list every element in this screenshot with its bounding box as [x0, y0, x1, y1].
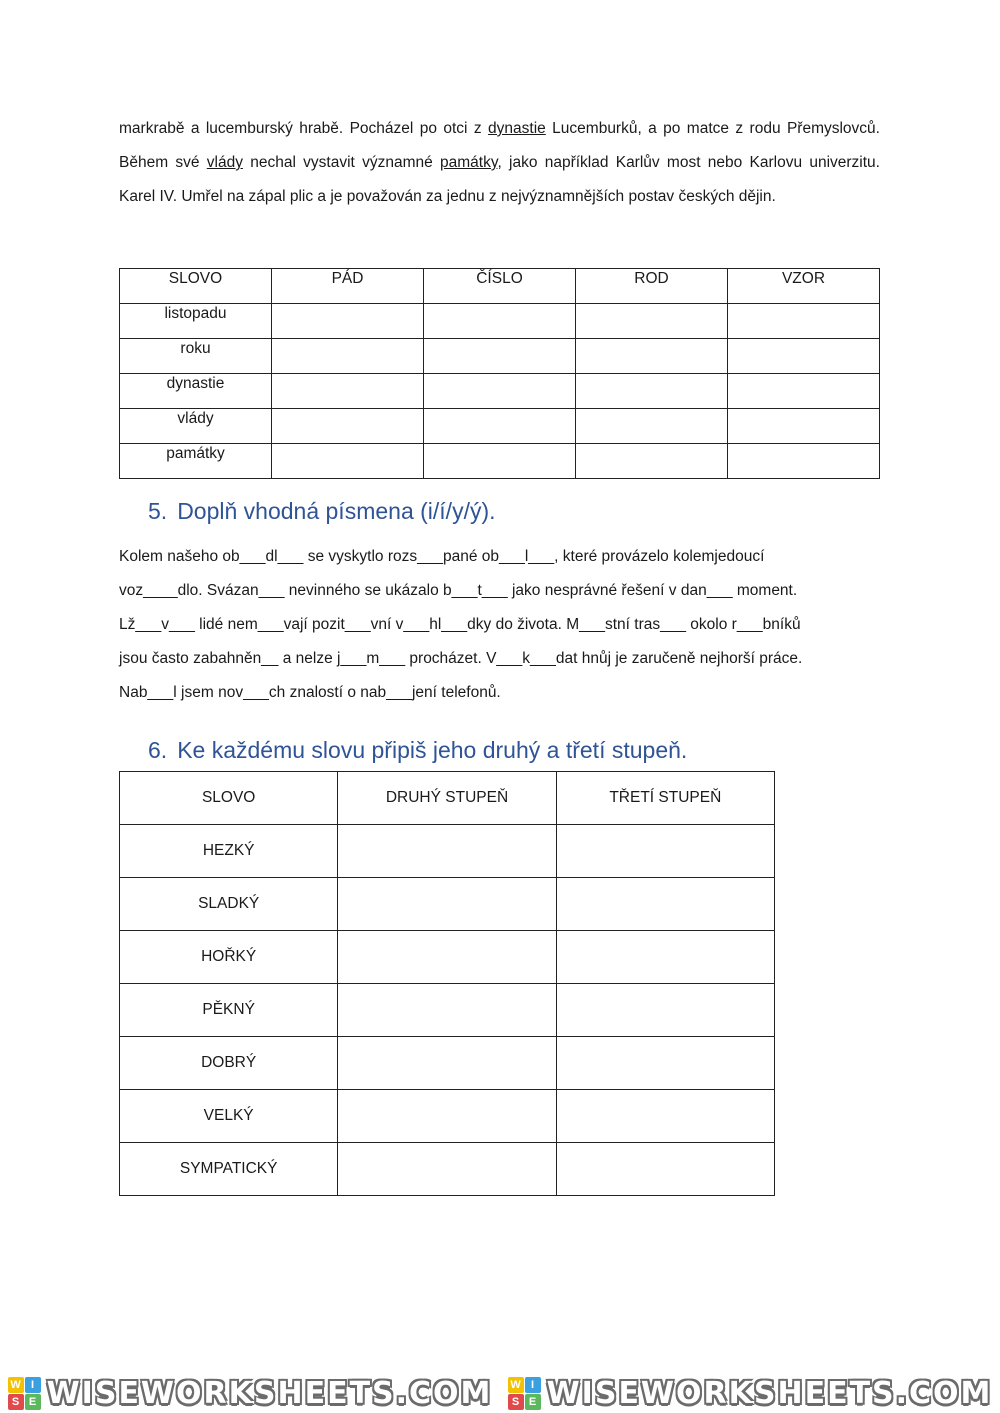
exercise-line[interactable]: jsou často zabahněn__ a nelze j___m___ procházet. V___k___dat hnůj je zaručeně nejhorší práce.: [119, 650, 803, 667]
table-header-row: [120, 772, 775, 825]
table-row: [120, 878, 775, 931]
header-druhy-stupen: DRUHÝ STUPEŇ: [338, 772, 556, 825]
table-row: [120, 931, 775, 984]
logo-block: S: [8, 1394, 24, 1410]
intro-text-4: , jako například Karlův most nebo Karlovu univerzitu. Karel IV. Umřel na zápal plic a je považován za jednu z nejvýznamnějších postav českých dějin.: [119, 154, 880, 205]
answer-cell-druhy[interactable]: [338, 1037, 556, 1090]
answer-cell-pad[interactable]: [272, 374, 424, 409]
answer-cell-pad[interactable]: [272, 304, 424, 339]
table-row: [120, 1037, 775, 1090]
logo-block: E: [25, 1394, 41, 1410]
logo-block: W: [508, 1377, 524, 1393]
word-cell: PĚKNÝ: [120, 984, 338, 1037]
answer-cell-vzor[interactable]: [728, 409, 880, 444]
word-cell: vlády: [120, 409, 272, 444]
table-row: [120, 339, 880, 374]
table-row: [120, 984, 775, 1037]
answer-cell-cislo[interactable]: [424, 409, 576, 444]
answer-cell-pad[interactable]: [272, 444, 424, 479]
answer-cell-treti[interactable]: [556, 878, 774, 931]
word-cell: roku: [120, 339, 272, 374]
header-vzor: VZOR: [728, 269, 880, 304]
logo-block: S: [508, 1394, 524, 1410]
intro-text-1: markrabě a lucemburský hrabě. Pocházel po otci z: [119, 120, 489, 137]
word-cell: listopadu: [120, 304, 272, 339]
section-5-number: 5.: [148, 498, 168, 524]
fill-in-exercise: [119, 540, 880, 710]
answer-cell-treti[interactable]: [556, 825, 774, 878]
answer-cell-druhy[interactable]: [338, 1143, 556, 1196]
answer-cell-treti[interactable]: [556, 1037, 774, 1090]
logo-text: WISEWORKSHEETS.COM: [46, 1376, 493, 1411]
grammar-table: [119, 268, 880, 479]
word-cell: VELKÝ: [120, 1090, 338, 1143]
underlined-word-pamatky: památky: [440, 154, 498, 171]
word-cell: dynastie: [120, 374, 272, 409]
underlined-word-vlady: vlády: [206, 154, 243, 171]
answer-cell-treti[interactable]: [556, 1090, 774, 1143]
answer-cell-druhy[interactable]: [338, 878, 556, 931]
table-row: [120, 1143, 775, 1196]
answer-cell-treti[interactable]: [556, 984, 774, 1037]
answer-cell-treti[interactable]: [556, 931, 774, 984]
table-row: [120, 1090, 775, 1143]
answer-cell-rod[interactable]: [576, 444, 728, 479]
answer-cell-cislo[interactable]: [424, 374, 576, 409]
answer-cell-rod[interactable]: [576, 374, 728, 409]
word-cell: památky: [120, 444, 272, 479]
table-row: [120, 825, 775, 878]
logo-block: W: [8, 1377, 24, 1393]
answer-cell-vzor[interactable]: [728, 374, 880, 409]
logo-text: WISEWORKSHEETS.COM: [546, 1376, 993, 1411]
comparison-table: [119, 771, 775, 1196]
answer-cell-vzor[interactable]: [728, 304, 880, 339]
answer-cell-rod[interactable]: [576, 339, 728, 374]
exercise-line[interactable]: voz____dlo. Svázan___ nevinného se ukázalo b___t___ jako nesprávné řešení v dan___ moment.: [119, 582, 798, 599]
word-cell: SLADKÝ: [120, 878, 338, 931]
underlined-word-dynastie: dynastie: [488, 120, 546, 137]
exercise-line[interactable]: Kolem našeho ob___dl___ se vyskytlo rozs___pané ob___l___, které provázelo kolemjedoucí: [119, 548, 765, 565]
answer-cell-druhy[interactable]: [338, 984, 556, 1037]
word-cell: DOBRÝ: [120, 1037, 338, 1090]
logo-blocks-icon: [508, 1377, 541, 1410]
intro-text-3: nechal vystavit významné: [242, 154, 440, 171]
answer-cell-druhy[interactable]: [338, 931, 556, 984]
answer-cell-druhy[interactable]: [338, 825, 556, 878]
header-rod: ROD: [576, 269, 728, 304]
section-6-number: 6.: [148, 737, 168, 763]
logo-block: I: [525, 1377, 541, 1393]
answer-cell-rod[interactable]: [576, 304, 728, 339]
section-5-heading: [148, 498, 496, 525]
header-slovo: SLOVO: [120, 772, 338, 825]
logo-block: E: [525, 1394, 541, 1410]
header-slovo: SLOVO: [120, 269, 272, 304]
answer-cell-pad[interactable]: [272, 339, 424, 374]
word-cell: HOŘKÝ: [120, 931, 338, 984]
logo-block: I: [25, 1377, 41, 1393]
section-6-title: Ke každému slovu připiš jeho druhý a třetí stupeň.: [177, 737, 688, 763]
answer-cell-rod[interactable]: [576, 409, 728, 444]
footer-watermark: [0, 1374, 1000, 1413]
section-6-heading: [148, 737, 687, 764]
section-5-title: Doplň vhodná písmena (i/í/y/ý).: [177, 498, 496, 524]
answer-cell-cislo[interactable]: [424, 304, 576, 339]
table-row: [120, 444, 880, 479]
wiseworksheets-logo: [508, 1376, 993, 1411]
exercise-line[interactable]: Lž___v___ lidé nem___vají pozit___vní v___hl___dky do života. M___stní tras___ okolo r___bníků: [119, 616, 801, 633]
word-cell: SYMPATICKÝ: [120, 1143, 338, 1196]
table-row: [120, 409, 880, 444]
header-pad: PÁD: [272, 269, 424, 304]
answer-cell-vzor[interactable]: [728, 339, 880, 374]
word-cell: HEZKÝ: [120, 825, 338, 878]
header-cislo: ČÍSLO: [424, 269, 576, 304]
logo-blocks-icon: [8, 1377, 41, 1410]
answer-cell-treti[interactable]: [556, 1143, 774, 1196]
answer-cell-druhy[interactable]: [338, 1090, 556, 1143]
wiseworksheets-logo: [8, 1376, 493, 1411]
intro-text-2: Lucemburků, a po matce z rodu Přemyslovců. Během své: [119, 120, 880, 171]
header-treti-stupen: TŘETÍ STUPEŇ: [556, 772, 774, 825]
answer-cell-pad[interactable]: [272, 409, 424, 444]
table-row: [120, 304, 880, 339]
answer-cell-cislo[interactable]: [424, 444, 576, 479]
answer-cell-vzor[interactable]: [728, 444, 880, 479]
table-row: [120, 374, 880, 409]
answer-cell-cislo[interactable]: [424, 339, 576, 374]
exercise-line[interactable]: Nab___l jsem nov___ch znalostí o nab___jení telefonů.: [119, 684, 501, 701]
intro-paragraph: [119, 112, 880, 214]
table-header-row: [120, 269, 880, 304]
